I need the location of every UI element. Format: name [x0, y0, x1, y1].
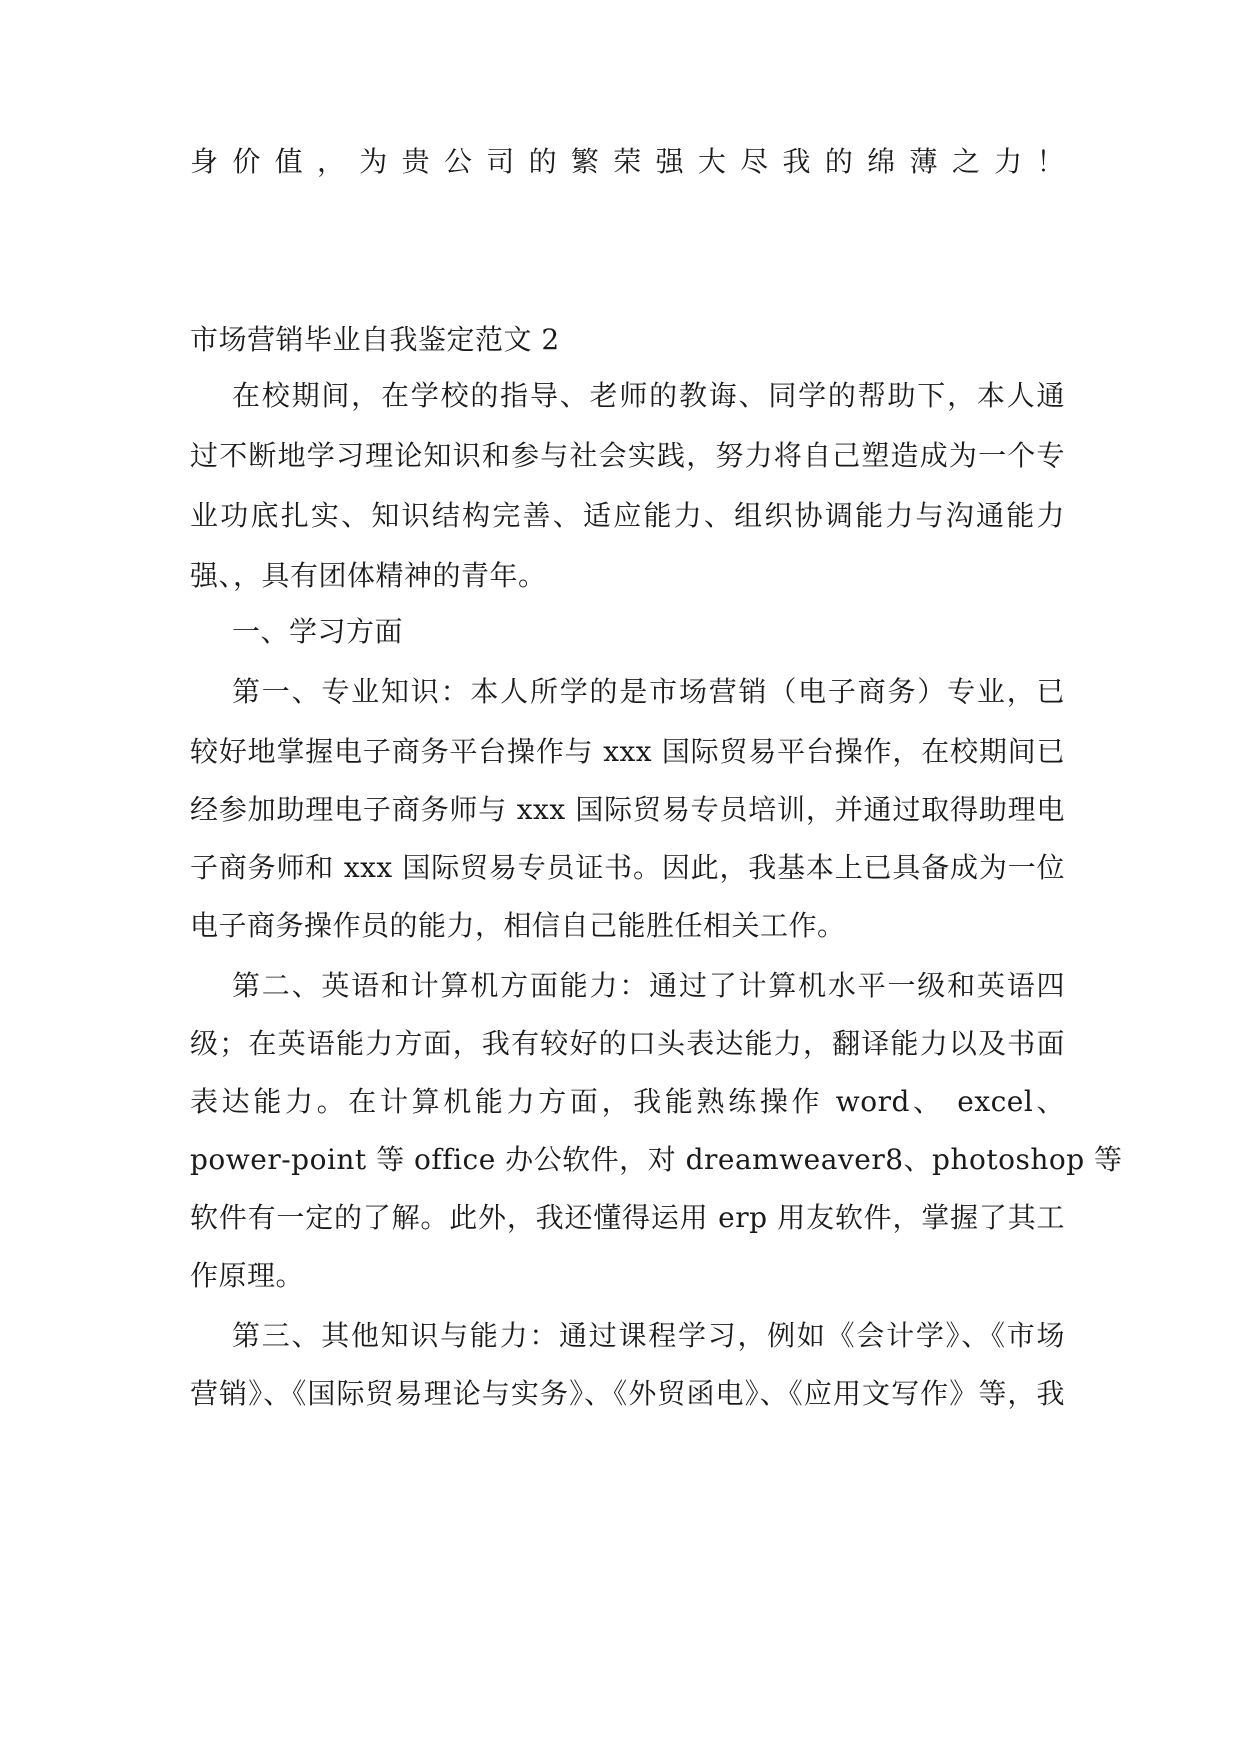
paragraph-line: 作原理。	[190, 1259, 305, 1292]
subsection-heading: 一、学习方面	[232, 615, 404, 648]
paragraph-line: 第一、专业知识：本人所学的是市场营销（电子商务）专业，已	[232, 675, 1065, 708]
paragraph-line: 身价值，为贵公司的繁荣强大尽我的绵薄之力！	[190, 145, 1065, 178]
section-heading: 市场营销毕业自我鉴定范文 2	[190, 323, 560, 356]
paragraph-line: 第三、其他知识与能力：通过课程学习，例如《会计学》、《市场	[232, 1319, 1065, 1352]
paragraph-line: 表达能力。在计算机能力方面，我能熟练操作 word、 excel、	[190, 1085, 1065, 1118]
paragraph-line: 较好地掌握电子商务平台操作与 xxx 国际贸易平台操作，在校期间已	[190, 735, 1065, 768]
paragraph-line: 强、，具有团体精神的青年。	[190, 559, 547, 592]
paragraph-line: power-point 等 office 办公软件，对 dreamweaver8、photoshop 等	[190, 1143, 1123, 1176]
paragraph-line: 营销》、《国际贸易理论与实务》、《外贸函电》、《应用文写作》等，我	[190, 1377, 1065, 1410]
paragraph-line: 软件有一定的了解。此外，我还懂得运用 erp 用友软件，掌握了其工	[190, 1201, 1065, 1234]
paragraph-line: 级；在英语能力方面，我有较好的口头表达能力，翻译能力以及书面	[190, 1027, 1065, 1060]
paragraph-line: 子商务师和 xxx 国际贸易专员证书。因此，我基本上已具备成为一位	[190, 851, 1065, 884]
paragraph-line: 经参加助理电子商务师与 xxx 国际贸易专员培训，并通过取得助理电	[190, 793, 1065, 826]
paragraph-line: 电子商务操作员的能力，相信自己能胜任相关工作。	[190, 909, 846, 942]
paragraph-line: 业功底扎实、知识结构完善、适应能力、组织协调能力与沟通能力	[190, 499, 1065, 532]
paragraph-line: 第二、英语和计算机方面能力：通过了计算机水平一级和英语四	[232, 969, 1065, 1002]
paragraph-line: 过不断地学习理论知识和参与社会实践，努力将自己塑造成为一个专	[190, 439, 1065, 472]
paragraph-line: 在校期间，在学校的指导、老师的教诲、同学的帮助下，本人通	[232, 379, 1065, 412]
